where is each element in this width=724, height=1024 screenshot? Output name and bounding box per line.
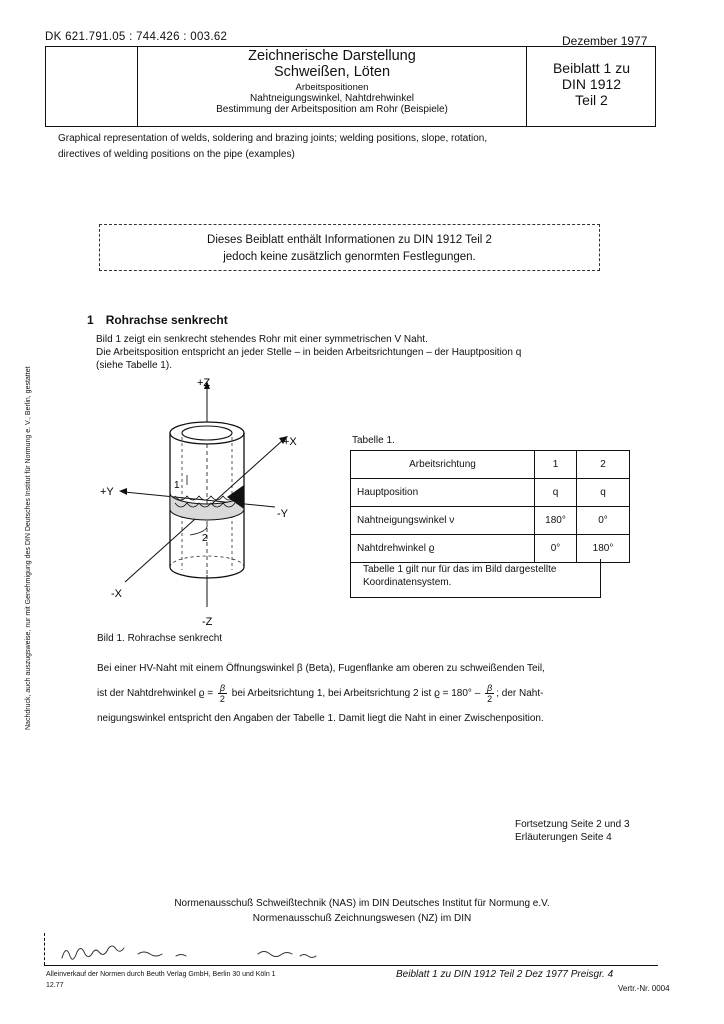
table-header-row bbox=[351, 451, 630, 479]
footer-reference: Beiblatt 1 zu DIN 1912 Teil 2 Dez 1977 Preisgr. 4 bbox=[396, 969, 614, 980]
table-note-line: Koordinatensystem. bbox=[363, 577, 452, 588]
axis-label-plus-y: +Y bbox=[100, 486, 114, 498]
fraction-numerator: β bbox=[219, 682, 225, 693]
y-axis-arrow bbox=[119, 488, 127, 495]
committee-line: Normenausschuß Zeichnungswesen (NZ) im DIN bbox=[252, 913, 472, 924]
axis-label-minus-x: -X bbox=[111, 588, 122, 600]
title-line: Zeichnerische Darstellung bbox=[248, 48, 416, 64]
fraction-beta-half bbox=[218, 683, 227, 704]
paragraph-line: Die Arbeitsposition entspricht an jeder Stelle – in beiden Arbeitsrichtungen – der Hauptposition q bbox=[96, 347, 522, 358]
axis-label-minus-z: -Z bbox=[202, 616, 213, 628]
continuation-note bbox=[515, 818, 630, 844]
title-line: Schweißen, Löten bbox=[273, 64, 391, 80]
continuation-line: Fortsetzung Seite 2 und 3 bbox=[515, 819, 630, 830]
footer-rule bbox=[44, 965, 658, 967]
paragraph-text: neigungswinkel entspricht den Angaben der Tabelle 1. Damit liegt die Naht in einer Zwischenposition. bbox=[97, 713, 544, 724]
table-cell: Hauptposition bbox=[351, 479, 535, 507]
table-header-cell: 2 bbox=[577, 451, 630, 479]
footer-publisher bbox=[46, 969, 276, 991]
paragraph-text: ist der Nahtdrehwinkel ϱ = bbox=[97, 688, 216, 699]
committee-line: Normenausschuß Schweißtechnik (NAS) im DIN Deutsches Institut für Normung e.V. bbox=[174, 898, 550, 909]
pipe-figure bbox=[95, 375, 335, 630]
paragraph-text: Bei einer HV-Naht mit einem Öffnungswinkel β (Beta), Fugenflanke am oberen zu schweißenden Teil, bbox=[97, 663, 545, 674]
table-row bbox=[351, 507, 630, 535]
table-cell: 0° bbox=[535, 535, 577, 563]
fraction-numerator: β bbox=[487, 682, 493, 693]
section-title: Rohrachse senkrecht bbox=[105, 313, 228, 327]
paragraph-text: ; der Naht- bbox=[496, 688, 544, 699]
pipe-top-inner bbox=[182, 426, 232, 440]
issue-date: Dezember 1977 bbox=[562, 34, 648, 48]
direction-2-label: 2 bbox=[202, 533, 208, 544]
signature-border bbox=[44, 933, 46, 965]
table-cell: 180° bbox=[577, 535, 630, 563]
document-title bbox=[138, 48, 526, 115]
subtitle-line: Nahtneigungswinkel, Nahtdrehwinkel bbox=[250, 93, 414, 104]
subtitle-line: Arbeitspositionen bbox=[295, 82, 369, 93]
table-note bbox=[350, 559, 601, 598]
table-cell: Nahtneigungswinkel ν bbox=[351, 507, 535, 535]
committees bbox=[0, 896, 724, 926]
direction-1-label: 1 bbox=[174, 480, 180, 491]
handwritten-stamp bbox=[58, 940, 358, 964]
footer-line: Alleinverkauf der Normen durch Beuth Verlag GmbH, Berlin 30 und Köln 1 bbox=[46, 971, 276, 978]
table-row bbox=[351, 479, 630, 507]
footer-sales-number: Vertr.-Nr. 0004 bbox=[618, 984, 670, 993]
info-note-box bbox=[99, 224, 600, 271]
dk-classification: DK 621.791.05 : 744.426 : 003.62 bbox=[45, 31, 228, 43]
fraction-denominator: 2 bbox=[487, 693, 493, 704]
figure-caption: Bild 1. Rohrachse senkrecht bbox=[97, 633, 223, 644]
info-note-line: Dieses Beiblatt enthält Informationen zu DIN 1912 Teil 2 bbox=[207, 234, 492, 246]
fraction-denominator: 2 bbox=[219, 693, 225, 704]
ref-line: DIN 1912 bbox=[561, 76, 622, 92]
table-cell: q bbox=[535, 479, 577, 507]
footer-line: 12.77 bbox=[46, 982, 64, 989]
table-cell: 180° bbox=[535, 507, 577, 535]
table-cell: Nahtdrehwinkel ϱ bbox=[351, 535, 535, 563]
english-title: Graphical representation of welds, soldering and brazing joints; welding positions, slope, rotation, directives of welding positions on the pipe (examples) bbox=[58, 133, 488, 160]
ref-line: Beiblatt 1 zu bbox=[552, 60, 631, 76]
table-cell: q bbox=[577, 479, 630, 507]
axis-label-plus-x: +X bbox=[283, 436, 297, 448]
info-note-line: jedoch keine zusätzlich genormten Festlegungen. bbox=[223, 251, 476, 263]
ref-line: Teil 2 bbox=[575, 92, 608, 108]
paragraph-line: (siehe Tabelle 1). bbox=[96, 360, 172, 371]
table-cell: 0° bbox=[577, 507, 630, 535]
positions-table bbox=[350, 450, 630, 563]
table-header-cell: 1 bbox=[535, 451, 577, 479]
table-note-line: Tabelle 1 gilt nur für das im Bild dargestellte bbox=[363, 564, 557, 575]
paragraph-text: bei Arbeitsrichtung 1, bei Arbeitsrichtung 2 ist ϱ = 180° – bbox=[229, 688, 484, 699]
table-header-cell: Arbeitsrichtung bbox=[351, 451, 535, 479]
fraction-beta-half bbox=[485, 683, 494, 704]
section-number: 1 bbox=[87, 313, 94, 327]
section-heading bbox=[87, 313, 228, 327]
reprint-notice: Nachdruck, auch auszugsweise, nur mit Genehmigung des DIN Deutsches Institut für Normung e. V., Berlin, gestattet bbox=[25, 366, 32, 730]
hv-seam-paragraph bbox=[97, 656, 657, 731]
continuation-line: Erläuterungen Seite 4 bbox=[515, 832, 612, 843]
standard-reference bbox=[527, 60, 656, 108]
subtitle-line: Bestimmung der Arbeitsposition am Rohr (Beispiele) bbox=[216, 104, 448, 115]
paragraph-line: Bild 1 zeigt ein senkrecht stehendes Rohr mit einer symmetrischen V Naht. bbox=[96, 334, 428, 345]
table-caption: Tabelle 1. bbox=[352, 435, 395, 446]
axis-label-minus-y: -Y bbox=[277, 508, 288, 520]
section-paragraph bbox=[96, 333, 521, 372]
axis-label-plus-z: +Z bbox=[197, 377, 211, 389]
